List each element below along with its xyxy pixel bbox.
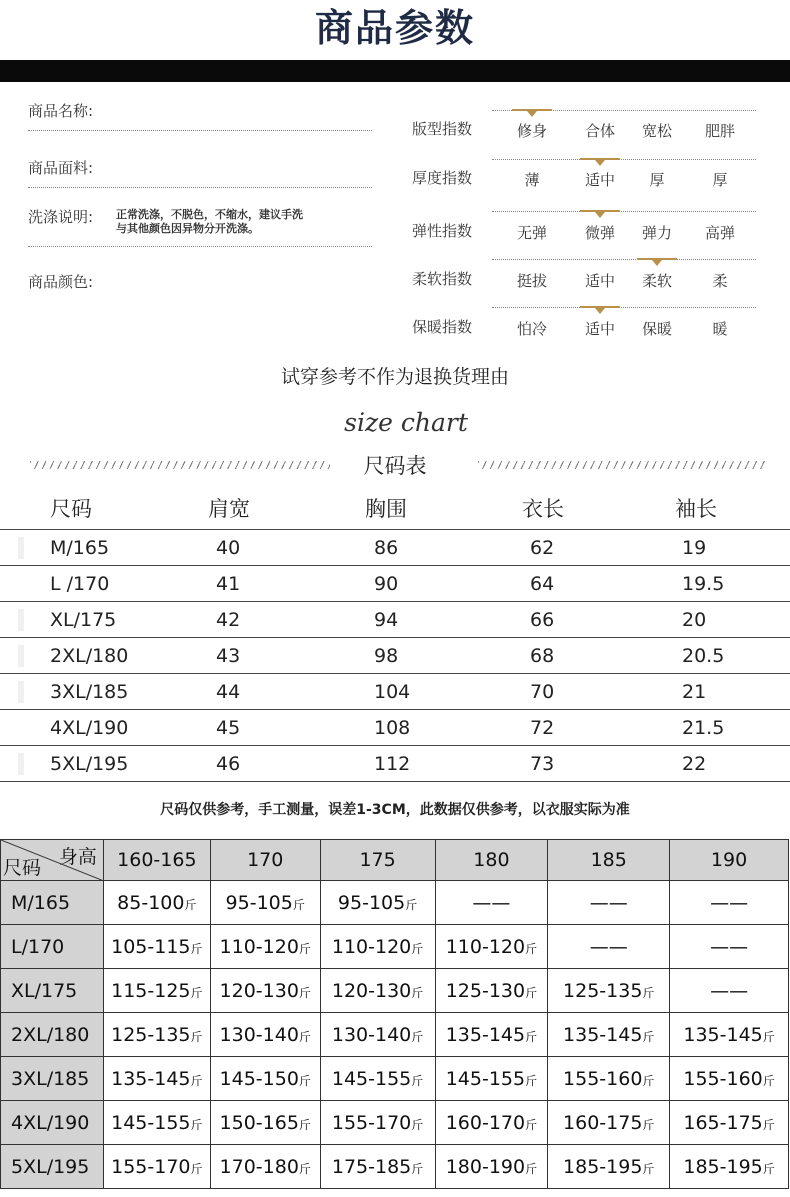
weight-table-cell bbox=[210, 1013, 320, 1057]
weight-table-cell bbox=[435, 925, 548, 969]
weight-range: 125-135 bbox=[111, 1023, 191, 1046]
weight-table-size-cell: XL/175 bbox=[1, 969, 104, 1013]
size-table-cell: L /170 bbox=[50, 573, 110, 595]
weight-empty: —— bbox=[710, 891, 749, 914]
weight-table-cell bbox=[548, 1013, 670, 1057]
weight-table-cell bbox=[210, 969, 320, 1013]
size-table-cell: 68 bbox=[530, 645, 555, 667]
row-shade bbox=[18, 645, 24, 667]
size-table-cell: 98 bbox=[374, 645, 399, 667]
index-option: 薄 bbox=[524, 171, 540, 189]
weight-table-cell bbox=[103, 1013, 210, 1057]
weight-range: 135-145 bbox=[445, 1023, 526, 1046]
weight-table-cell bbox=[210, 1145, 320, 1189]
row-shade bbox=[18, 537, 24, 559]
weight-range: 160-170 bbox=[445, 1111, 526, 1134]
weight-range: 135-145 bbox=[111, 1067, 191, 1090]
index-option: 挺拔 bbox=[516, 272, 547, 290]
size-table-rule bbox=[0, 673, 790, 674]
weight-unit: 斤 bbox=[525, 1073, 538, 1088]
weight-table-cell bbox=[210, 881, 320, 925]
index-option: 高弹 bbox=[704, 224, 735, 242]
index-pointer-icon bbox=[652, 260, 662, 266]
size-table-cell: 94 bbox=[374, 609, 399, 631]
weight-table-cell bbox=[103, 969, 210, 1013]
weight-range: 120-130 bbox=[219, 979, 299, 1002]
weight-unit: 斤 bbox=[411, 1117, 424, 1132]
size-table-cell: 45 bbox=[216, 717, 241, 739]
try-on-notice: 试穿参考不作为退换货理由 bbox=[280, 366, 509, 388]
product-fabric-label: 商品面料: bbox=[28, 159, 94, 177]
weight-table-cell bbox=[548, 1057, 670, 1101]
weight-table-corner bbox=[1, 840, 104, 881]
weight-table-cell bbox=[320, 1145, 435, 1189]
index-option: 微弹 bbox=[584, 224, 615, 242]
weight-unit: 斤 bbox=[525, 1117, 538, 1132]
index-option: 暖 bbox=[712, 320, 728, 338]
index-option: 柔 bbox=[712, 272, 728, 290]
index-label: 柔软指数 bbox=[412, 270, 473, 288]
wash-line-1: 正常洗涤，不脱色，不缩水，建议手洗 bbox=[116, 208, 303, 221]
weight-table-size-cell: M/165 bbox=[1, 881, 104, 925]
size-table-cell: 43 bbox=[216, 645, 241, 667]
weight-range: 130-140 bbox=[331, 1023, 412, 1046]
weight-table-cell bbox=[670, 1145, 789, 1189]
size-table-cell: 19 bbox=[682, 537, 707, 559]
weight-range: 135-145 bbox=[683, 1023, 763, 1046]
weight-unit: 斤 bbox=[190, 1073, 203, 1088]
weight-unit: 斤 bbox=[190, 1161, 203, 1176]
index-pointer-icon bbox=[595, 212, 605, 218]
weight-unit: 斤 bbox=[405, 897, 418, 912]
weight-table-cell bbox=[210, 1057, 320, 1101]
weight-table-cell bbox=[435, 1013, 548, 1057]
weight-table-height-header: 160-165 bbox=[103, 840, 210, 881]
weight-table-cell bbox=[670, 1013, 789, 1057]
index-option: 弹力 bbox=[641, 224, 672, 242]
index-option: 厚 bbox=[649, 171, 665, 189]
row-shade bbox=[18, 609, 24, 631]
corner-height-label: 身高 bbox=[58, 846, 97, 868]
table-row bbox=[1, 1145, 789, 1189]
index-label: 版型指数 bbox=[412, 120, 473, 138]
size-table-rule bbox=[0, 781, 790, 782]
weight-table-cell bbox=[548, 1145, 670, 1189]
weight-table-height-header: 185 bbox=[548, 840, 670, 881]
weight-unit: 斤 bbox=[762, 1161, 775, 1176]
weight-range: 135-145 bbox=[563, 1023, 643, 1046]
size-table-cell: 42 bbox=[216, 609, 241, 631]
weight-range: 105-115 bbox=[111, 935, 191, 958]
weight-range: 150-165 bbox=[219, 1111, 299, 1134]
weight-table-cell bbox=[320, 969, 435, 1013]
size-table-rule bbox=[0, 601, 790, 602]
weight-range: 110-120 bbox=[219, 935, 299, 958]
weight-unit: 斤 bbox=[190, 1117, 203, 1132]
weight-unit: 斤 bbox=[184, 897, 197, 912]
index-divider bbox=[492, 259, 756, 260]
size-table-header: 胸围 bbox=[365, 497, 407, 521]
weight-table-cell bbox=[320, 1057, 435, 1101]
weight-range: 160-175 bbox=[563, 1111, 643, 1134]
size-table-cell: 40 bbox=[216, 537, 241, 559]
size-chart-title: 尺码表 bbox=[363, 454, 427, 478]
weight-range: 155-160 bbox=[563, 1067, 643, 1090]
index-option: 怕冷 bbox=[516, 320, 547, 338]
weight-range: 130-140 bbox=[219, 1023, 299, 1046]
size-table-cell: XL/175 bbox=[50, 609, 117, 631]
weight-range: 110-120 bbox=[331, 935, 412, 958]
size-table-rule bbox=[0, 565, 790, 566]
table-row bbox=[1, 1101, 789, 1145]
size-table-cell: 104 bbox=[374, 681, 411, 703]
weight-table-cell bbox=[670, 1057, 789, 1101]
weight-table-cell bbox=[435, 1101, 548, 1145]
divider bbox=[28, 187, 372, 188]
weight-table-cell bbox=[103, 1057, 210, 1101]
size-table-cell: 64 bbox=[530, 573, 555, 595]
weight-table-cell bbox=[320, 925, 435, 969]
weight-table-cell bbox=[320, 1101, 435, 1145]
size-table-cell: 5XL/195 bbox=[50, 753, 129, 775]
weight-unit: 斤 bbox=[411, 1073, 424, 1088]
size-table-cell: 20.5 bbox=[682, 645, 725, 667]
weight-table-height-header: 190 bbox=[670, 840, 789, 881]
weight-table-cell bbox=[548, 969, 670, 1013]
row-shade bbox=[18, 681, 24, 703]
weight-unit: 斤 bbox=[298, 1029, 311, 1044]
weight-unit: 斤 bbox=[190, 1029, 203, 1044]
weight-unit: 斤 bbox=[642, 1073, 655, 1088]
weight-range: 155-160 bbox=[683, 1067, 763, 1090]
weight-table-cell bbox=[435, 1057, 548, 1101]
size-table-cell: 3XL/185 bbox=[50, 681, 129, 703]
table-row bbox=[1, 881, 789, 925]
size-table-cell: 66 bbox=[530, 609, 555, 631]
weight-range: 145-155 bbox=[331, 1067, 412, 1090]
size-table-cell: 70 bbox=[530, 681, 555, 703]
table-row bbox=[1, 969, 789, 1013]
weight-range: 175-185 bbox=[331, 1155, 412, 1178]
size-table-cell: 21.5 bbox=[682, 717, 725, 739]
weight-empty: —— bbox=[710, 979, 749, 1002]
weight-unit: 斤 bbox=[411, 1029, 424, 1044]
weight-unit: 斤 bbox=[642, 985, 655, 1000]
weight-table-cell bbox=[320, 1013, 435, 1057]
weight-table-cell bbox=[548, 881, 670, 925]
weight-unit: 斤 bbox=[642, 1161, 655, 1176]
index-divider bbox=[492, 307, 756, 308]
size-table-cell: 46 bbox=[216, 753, 241, 775]
weight-unit: 斤 bbox=[642, 1029, 655, 1044]
weight-unit: 斤 bbox=[298, 1117, 311, 1132]
weight-table-cell bbox=[435, 1145, 548, 1189]
size-table-cell: 90 bbox=[374, 573, 399, 595]
weight-table-cell bbox=[210, 925, 320, 969]
size-table-cell: M/165 bbox=[50, 537, 110, 559]
index-option: 宽松 bbox=[641, 122, 672, 140]
weight-table-cell bbox=[435, 881, 548, 925]
index-pointer-icon bbox=[595, 308, 605, 314]
weight-table-height-header: 175 bbox=[320, 840, 435, 881]
index-option: 适中 bbox=[584, 171, 615, 189]
weight-table-cell bbox=[435, 969, 548, 1013]
weight-range: 185-195 bbox=[563, 1155, 643, 1178]
size-table-rule bbox=[0, 637, 790, 638]
size-table-cell: 41 bbox=[216, 573, 241, 595]
index-option: 修身 bbox=[516, 122, 547, 140]
index-option: 肥胖 bbox=[704, 122, 735, 140]
product-name-label: 商品名称: bbox=[28, 102, 94, 120]
weight-unit: 斤 bbox=[298, 1161, 311, 1176]
wash-line-2: 与其他颜色因异物分开洗涤。 bbox=[116, 222, 259, 235]
size-table-cell: 108 bbox=[374, 717, 411, 739]
weight-table-cell bbox=[670, 1101, 789, 1145]
index-label: 厚度指数 bbox=[412, 169, 473, 187]
weight-table-cell bbox=[210, 1101, 320, 1145]
wash-instructions-text bbox=[116, 208, 303, 236]
weight-range: 95-105 bbox=[337, 891, 406, 914]
weight-table-cell bbox=[548, 1101, 670, 1145]
weight-range: 180-190 bbox=[445, 1155, 526, 1178]
weight-unit: 斤 bbox=[762, 1073, 775, 1088]
size-table-rule bbox=[0, 745, 790, 746]
row-shade bbox=[18, 753, 24, 775]
weight-range: 145-155 bbox=[445, 1067, 526, 1090]
divider bbox=[28, 246, 372, 247]
weight-table-size-cell: 2XL/180 bbox=[1, 1013, 104, 1057]
weight-unit: 斤 bbox=[411, 1161, 424, 1176]
weight-empty: —— bbox=[589, 935, 628, 958]
weight-table-cell bbox=[320, 881, 435, 925]
index-label: 弹性指数 bbox=[412, 222, 473, 240]
index-divider bbox=[492, 211, 756, 212]
size-table-cell: 86 bbox=[374, 537, 399, 559]
weight-range: 170-180 bbox=[219, 1155, 299, 1178]
size-table-header: 肩宽 bbox=[208, 497, 250, 521]
size-table-cell: 20 bbox=[682, 609, 707, 631]
index-option: 适中 bbox=[584, 272, 615, 290]
weight-range: 125-130 bbox=[445, 979, 526, 1002]
index-option: 柔软 bbox=[641, 272, 672, 290]
weight-range: 145-150 bbox=[219, 1067, 299, 1090]
size-table-cell: 73 bbox=[530, 753, 555, 775]
size-table-header: 衣长 bbox=[522, 497, 564, 521]
weight-unit: 斤 bbox=[762, 1117, 775, 1132]
weight-unit: 斤 bbox=[190, 941, 203, 956]
weight-table-height-header: 180 bbox=[435, 840, 548, 881]
weight-unit: 斤 bbox=[642, 1117, 655, 1132]
size-table-cell: 62 bbox=[530, 537, 555, 559]
size-table-cell: 22 bbox=[682, 753, 707, 775]
weight-table-cell bbox=[103, 1145, 210, 1189]
weight-table-height-header: 170 bbox=[210, 840, 320, 881]
index-pointer-icon bbox=[527, 111, 537, 117]
weight-unit: 斤 bbox=[190, 985, 203, 1000]
weight-table-size-cell: 5XL/195 bbox=[1, 1145, 104, 1189]
index-divider bbox=[492, 159, 756, 160]
weight-range: 155-170 bbox=[331, 1111, 412, 1134]
size-table-rule bbox=[0, 529, 790, 530]
weight-range: 85-100 bbox=[117, 891, 185, 914]
wash-instructions-label: 洗涤说明: bbox=[28, 208, 94, 226]
weight-unit: 斤 bbox=[292, 897, 305, 912]
weight-unit: 斤 bbox=[762, 1029, 775, 1044]
size-table-header: 尺码 bbox=[50, 497, 92, 521]
weight-table-cell bbox=[103, 925, 210, 969]
weight-unit: 斤 bbox=[411, 985, 424, 1000]
weight-table-cell bbox=[670, 881, 789, 925]
weight-empty: —— bbox=[589, 891, 628, 914]
header-divider-bar bbox=[0, 60, 790, 82]
weight-table-cell bbox=[548, 925, 670, 969]
weight-range: 155-170 bbox=[111, 1155, 191, 1178]
measurement-disclaimer: 尺码仅供参考，手工测量，误差1-3CM，此数据仅供参考，以衣服实际为准 bbox=[160, 802, 630, 818]
index-option: 保暖 bbox=[641, 320, 672, 338]
weight-unit: 斤 bbox=[525, 1161, 538, 1176]
weight-range: 165-175 bbox=[683, 1111, 763, 1134]
weight-table-header-row bbox=[1, 840, 789, 881]
index-label: 保暖指数 bbox=[412, 318, 473, 336]
size-chart-script-title: size chart bbox=[344, 408, 468, 437]
weight-unit: 斤 bbox=[525, 1029, 538, 1044]
weight-table bbox=[0, 839, 789, 1189]
weight-table-size-cell: L/170 bbox=[1, 925, 104, 969]
weight-table-cell bbox=[103, 1101, 210, 1145]
corner-size-label: 尺码 bbox=[3, 857, 42, 879]
size-table-cell: 4XL/190 bbox=[50, 717, 129, 739]
weight-table-cell bbox=[670, 969, 789, 1013]
weight-table-size-cell: 4XL/190 bbox=[1, 1101, 104, 1145]
product-color-label: 商品颜色: bbox=[28, 273, 94, 291]
weight-unit: 斤 bbox=[525, 985, 538, 1000]
weight-range: 115-125 bbox=[111, 979, 191, 1002]
divider bbox=[28, 130, 372, 131]
page-title: 商品参数 bbox=[314, 6, 475, 50]
weight-unit: 斤 bbox=[411, 941, 424, 956]
weight-range: 125-135 bbox=[563, 979, 643, 1002]
weight-range: 185-195 bbox=[683, 1155, 763, 1178]
weight-table-cell bbox=[670, 925, 789, 969]
table-row bbox=[1, 1057, 789, 1101]
weight-range: 120-130 bbox=[331, 979, 412, 1002]
weight-unit: 斤 bbox=[298, 985, 311, 1000]
index-option: 厚 bbox=[712, 171, 728, 189]
size-table-header: 袖长 bbox=[675, 497, 717, 521]
weight-empty: —— bbox=[472, 891, 511, 914]
table-row bbox=[1, 1013, 789, 1057]
weight-range: 110-120 bbox=[445, 935, 526, 958]
index-option: 无弹 bbox=[516, 224, 547, 242]
size-table-cell: 72 bbox=[530, 717, 555, 739]
size-table-cell: 21 bbox=[682, 681, 707, 703]
weight-unit: 斤 bbox=[298, 941, 311, 956]
size-table-rule bbox=[0, 709, 790, 710]
size-table-cell: 44 bbox=[216, 681, 241, 703]
weight-range: 95-105 bbox=[225, 891, 293, 914]
size-table-cell: 112 bbox=[374, 753, 411, 775]
weight-unit: 斤 bbox=[298, 1073, 311, 1088]
size-table-cell: 19.5 bbox=[682, 573, 725, 595]
weight-table-cell bbox=[103, 881, 210, 925]
weight-range: 145-155 bbox=[111, 1111, 191, 1134]
index-option: 适中 bbox=[584, 320, 615, 338]
index-pointer-icon bbox=[595, 160, 605, 166]
table-row bbox=[1, 925, 789, 969]
index-option: 合体 bbox=[584, 122, 615, 140]
weight-unit: 斤 bbox=[525, 941, 538, 956]
weight-empty: —— bbox=[710, 935, 749, 958]
size-table-cell: 2XL/180 bbox=[50, 645, 129, 667]
weight-table-size-cell: 3XL/185 bbox=[1, 1057, 104, 1101]
